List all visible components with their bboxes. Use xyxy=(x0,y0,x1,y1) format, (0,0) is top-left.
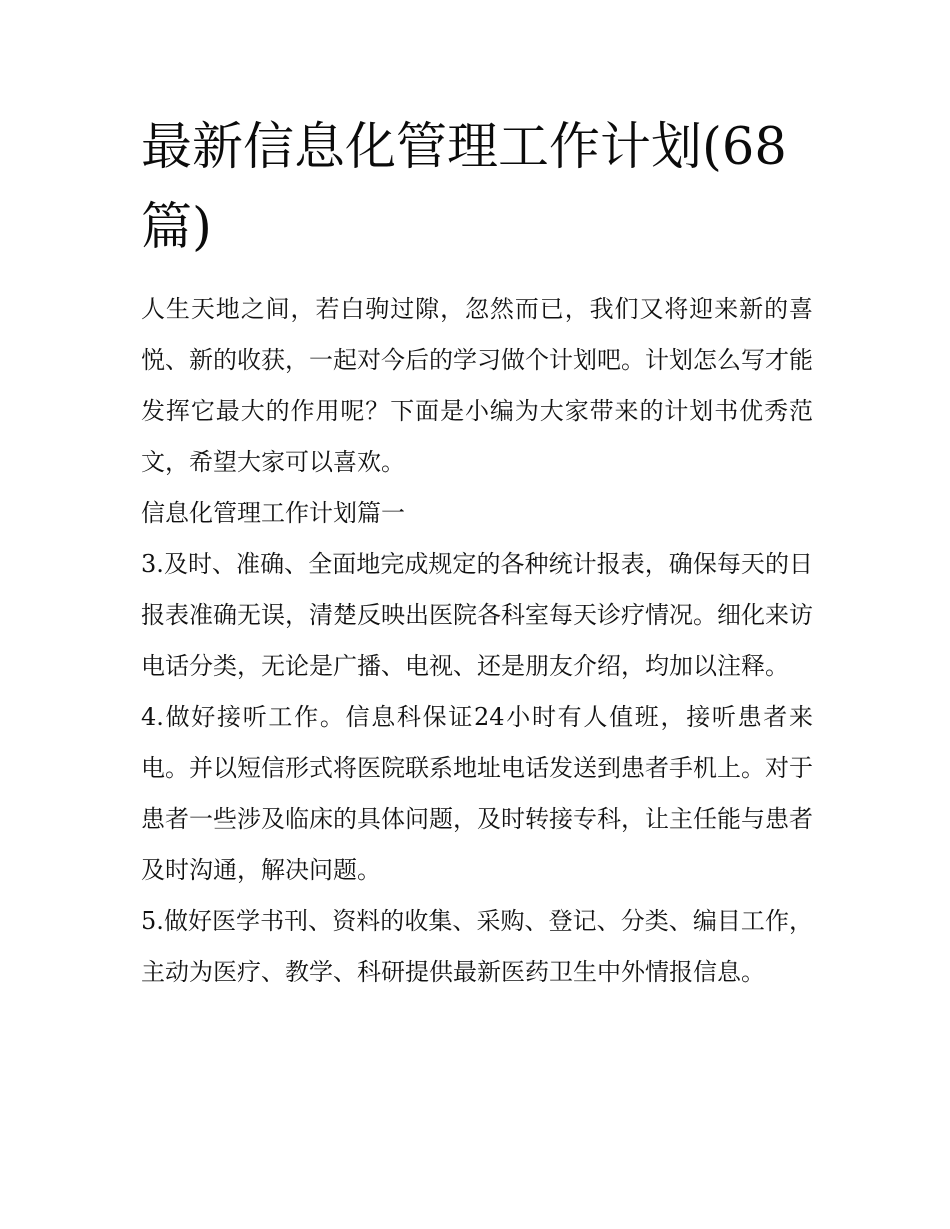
document-body xyxy=(141,108,813,998)
intro-paragraph: 人生天地之间，若白驹过隙，忽然而已，我们又将迎来新的喜悦、新的收获，一起对今后的学习做个计划吧。计划怎么写才能发挥它最大的作用呢？下面是小编为大家带来的计划书优秀范文，希望大家可以喜欢。 xyxy=(141,295,813,476)
item-paragraph-5: 5.做好医学书刊、资料的收集、采购、登记、分类、编目工作，主动为医疗、教学、科研提供最新医药卫生中外情报信息。 xyxy=(141,907,813,986)
item-paragraph-4: 4.做好接听工作。信息科保证24小时有人值班，接听患者来电。并以短信形式将医院联系地址电话发送到患者手机上。对于患者一些涉及临床的具体问题，及时转接专科，让主任能与患者及时沟通，解决问题。 xyxy=(141,703,813,884)
document-title: 最新信息化管理工作计划(68篇) xyxy=(141,118,787,257)
item-paragraph-3: 3.及时、准确、全面地完成规定的各种统计报表，确保每天的日报表准确无误，清楚反映出医院各科室每天诊疗情况。细化来访电话分类，无论是广播、电视、还是朋友介绍，均加以注释。 xyxy=(141,550,813,680)
section-heading: 信息化管理工作计划篇一 xyxy=(141,499,405,527)
